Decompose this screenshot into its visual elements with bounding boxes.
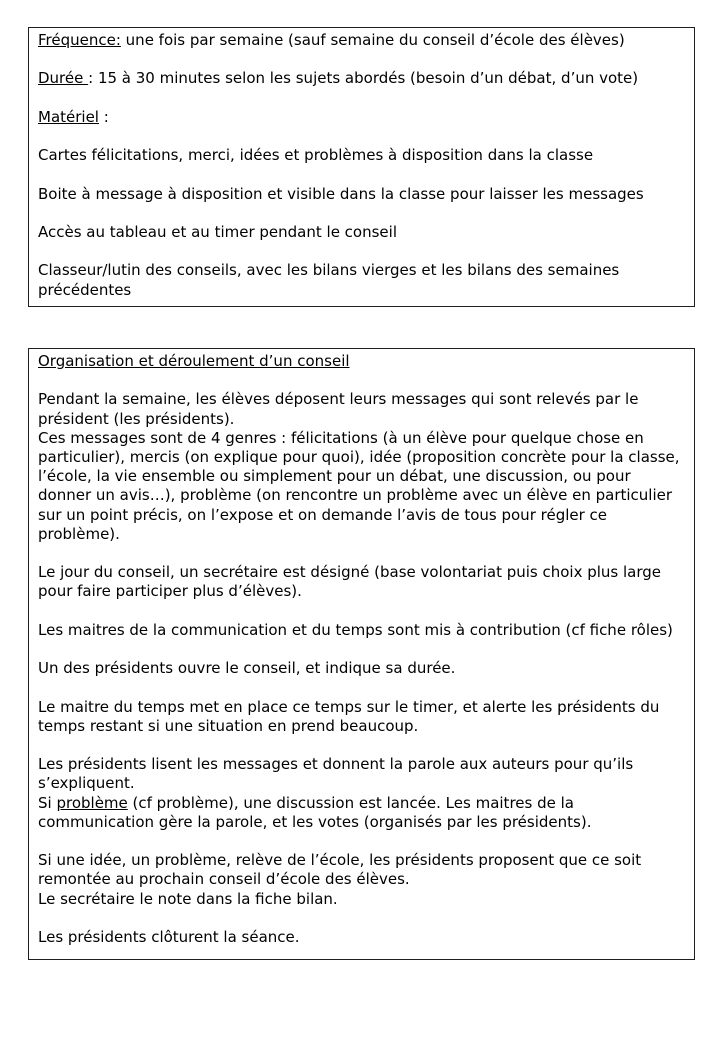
paragraph-opening: Un des présidents ouvre le conseil, et indique sa durée. bbox=[38, 659, 456, 678]
paragraph-roles: Les maitres de la communication et du temps sont mis à contribution (cf fiche rôles) bbox=[38, 620, 673, 639]
materials-label: Matériel bbox=[38, 107, 99, 126]
materials-suffix: : bbox=[98, 107, 109, 126]
paragraph-reading: Les présidents lisent les messages et donnent la parole aux auteurs pour qu’ils s’expliquent. bbox=[38, 755, 634, 793]
frequency-line bbox=[38, 31, 685, 50]
duration-label: Durée bbox=[38, 69, 89, 88]
paragraph-secretary: Le jour du conseil, un secrétaire est désigné (base volontariat puis choix plus large pour faire participer plus d’élèves). bbox=[38, 563, 662, 601]
section-title: Organisation et déroulement d’un conseil bbox=[38, 352, 350, 370]
duration-line bbox=[38, 69, 685, 88]
materials-item: Cartes félicitations, merci, idées et problèmes à disposition dans la classe bbox=[38, 146, 594, 165]
materials-item: Classeur/lutin des conseils, avec les bilans vierges et les bilans des semaines précédentes bbox=[38, 261, 620, 299]
paragraph-timer: Le maitre du temps met en place ce temps sur le timer, et alerte les présidents du temps restant si une situation en prend beaucoup. bbox=[38, 697, 660, 735]
paragraph-genres: Ces messages sont de 4 genres : félicitations (à un élève pour quelque chose en particulier), mercis (on explique pour quoi), idée (proposition concrète pour la classe, l’école, la vie ensemble ou simplement pour un débat, une discussion, ou pour donner un avis…), problème (on rencontre un problème avec un élève en particulier sur un point précis, on l’expose et on demande l’avis de tous pour régler ce problème). bbox=[38, 428, 680, 543]
frequency-label: Fréquence: bbox=[38, 31, 121, 49]
paragraph-closing: Les présidents clôturent la séance. bbox=[38, 927, 300, 946]
problem-prefix: Si bbox=[38, 793, 57, 812]
paragraph-messages: Pendant la semaine, les élèves déposent leurs messages qui sont relevés par le président (les présidents). bbox=[38, 390, 639, 428]
materials-item: Accès au tableau et au timer pendant le conseil bbox=[38, 222, 397, 241]
materials-item: Boite à message à disposition et visible dans la classe pour laisser les messages bbox=[38, 184, 644, 203]
materials-line bbox=[38, 108, 685, 127]
paragraph-secretary-note: Le secrétaire le note dans la fiche bilan. bbox=[38, 889, 338, 908]
paragraph-problem bbox=[38, 794, 685, 832]
frequency-text: une fois par semaine (sauf semaine du conseil d’école des élèves) bbox=[120, 31, 625, 49]
paragraph-school-council: Si une idée, un problème, relève de l’école, les présidents proposent que ce soit remontée au prochain conseil d’école des élèves. bbox=[38, 851, 642, 889]
duration-text: : 15 à 30 minutes selon les sujets abordés (besoin d’un débat, d’un vote) bbox=[88, 69, 639, 88]
problem-link[interactable]: problème bbox=[56, 793, 128, 812]
problem-text: (cf problème), une discussion est lancée. Les maitres de la communication gère la parole, et les votes (organisés par les présidents). bbox=[38, 793, 592, 831]
organisation-box bbox=[28, 348, 695, 960]
materials-box bbox=[28, 27, 695, 307]
